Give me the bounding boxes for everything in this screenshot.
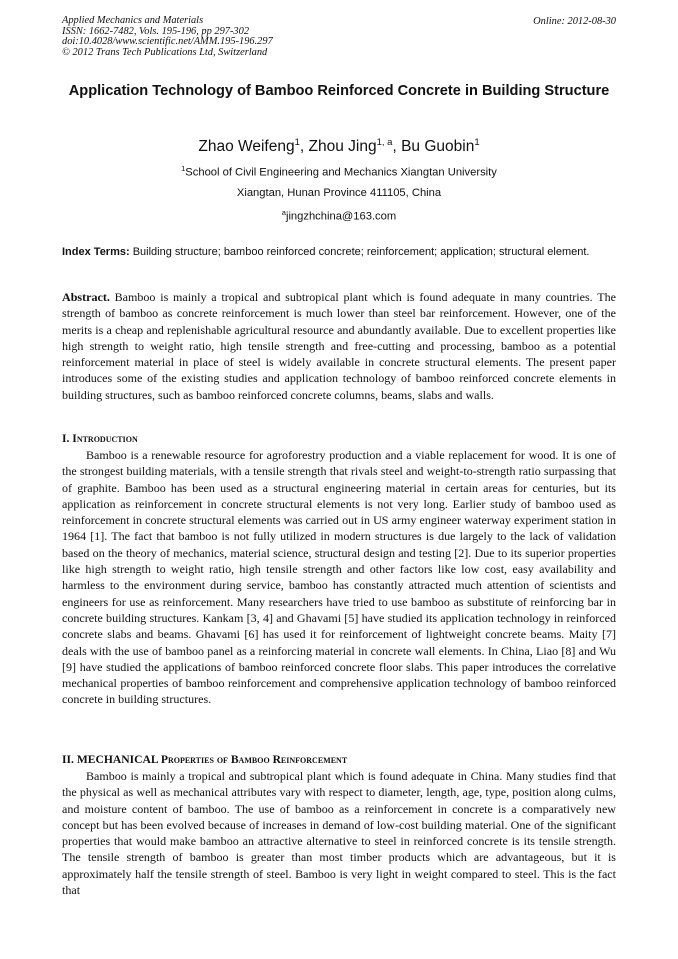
affiliation-line-2: Xiangtan, Hunan Province 411105, China: [236, 187, 442, 199]
abstract-text: Bamboo is mainly a tropical and subtropical plant which is found adequate in many countries. The strength of bamboo as concrete reinforcement is much lower than steel bar reinforcement. However, one of the merits is a cheap and replenishable agricultural resource and abundantly available. Due to excellent properties like high strength to weight ratio, high tensile strength and free-cutting and processing, bamboo as a potential reinforcement material in place of steel is widely available in concrete structural elements. The present paper introduces some of the existing studies and application technology of bamboo reinforced concrete elements in building structures, such as bamboo reinforced concrete columns, beams, slabs and walls.: [62, 290, 616, 402]
section-heading-mechanical-properties: II. MECHANICAL Properties of Bamboo Reinforcement: [62, 753, 348, 766]
journal-header: [62, 16, 273, 58]
section-introduction-body: [62, 447, 616, 708]
journal-name: Applied Mechanics and Materials: [62, 15, 204, 26]
index-terms-label: Index Terms:: [62, 246, 130, 258]
copyright-line: © 2012 Trans Tech Publications Ltd, Switzerland: [62, 46, 268, 58]
abstract-label: Abstract.: [62, 290, 110, 304]
email-line: [62, 208, 616, 223]
paragraph: Bamboo is mainly a tropical and subtropical plant which is found adequate in China. Many studies find that the physical as well as mechanical attributes vary with respect to diameter, length, age, type, position along culms, and moisture content of bamboo. The use of bamboo as a reinforcement in concrete is a comparatively new concept but has been evolved because of increases in demand of low-cost building material. One of the significant properties that would make bamboo an attractive alternative to steel in reinforced concrete is its tensile strength. The tensile strength of bamboo is greater than most timber products which are advantageous, but it is approximately half the tensile strength of steel. Bamboo is very light in weight compared to steel. This is the fact that: [62, 769, 616, 898]
section-mechanical-body: [62, 768, 616, 898]
author-name: Zhou Jing: [308, 138, 377, 156]
affiliation-line-1: [62, 164, 616, 179]
index-terms: [62, 245, 616, 261]
author-name: Bu Guobin: [401, 138, 475, 156]
doi-line: doi:10.4028/www.scientific.net/AMM.195-196.297: [62, 36, 273, 48]
abstract: [62, 289, 616, 403]
section-heading-introduction: I. Introduction: [62, 432, 138, 445]
email-sup: a: [281, 208, 286, 217]
online-date: Online: 2012-08-30: [533, 16, 616, 27]
author-sup: 1: [294, 137, 300, 148]
index-terms-text: Building structure; bamboo reinforced concrete; reinforcement; application; structural element.: [132, 246, 590, 258]
author-name: Zhao Weifeng: [198, 138, 295, 156]
paper-title: Application Technology of Bamboo Reinforced Concrete in Building Structure: [68, 83, 610, 99]
author-sup: 1, a: [376, 137, 393, 148]
paragraph: Bamboo is a renewable resource for agroforestry production and a viable replacement for wood. It is one of the strongest building materials, with a tensile strength that rivals steel and weight-to-strength ratio surpassing that of graphite. Bamboo has been used as a structural engineering material in certain areas for centuries, but its application as reinforcement in concrete structural elements is not very long. Earlier study of bamboo used as reinforcement in concrete structural elements was carried out in US army engineer waterway experiment station in 1964 [1]. The fact that bamboo is not fully utilized in modern structures is due largely to the lack of validation based on the theory of mechanics, material science, structural design and testing [2]. Due to its superior properties like high strength to weight ratio, high tensile strength and other factors like low cost, easy availability and harmless to the environment during service, bamboo has constantly attracted much attention of scientists and engineers for use as reinforcement. Many researchers have tried to use bamboo as substitute of reinforcing bar in concrete building structures. Kankam [3, 4] and Ghavami [5] have studied its application technology in reinforced concrete slabs and beams. Ghavami [6] has used it for reinforcement of lightweight concrete beams. Maity [7] deals with the use of bamboo panel as a reinforcing material in concrete wall elements. In China, Liao [8] and Wu [9] have studied the applications of bamboo reinforced concrete floor slabs. This paper introduces the correlative mechanical properties of bamboo reinforcement and comprehensive application technology of bamboo reinforced concrete in building structures.: [62, 448, 616, 707]
author-sup: 1: [474, 137, 480, 148]
author-list: Zhao Weifeng$^1$, Zhou Jing$^{1, a}$, Bu Guobin$^1$: [198, 137, 480, 156]
email-address: jingzhchina@163.com: [285, 210, 397, 223]
affiliation-sup: 1: [181, 164, 186, 173]
issn-line: ISSN: 1662-7482, Vols. 195-196, pp 297-302: [62, 25, 250, 37]
affiliation-text: School of Civil Engineering and Mechanics Xiangtan University: [185, 166, 497, 179]
